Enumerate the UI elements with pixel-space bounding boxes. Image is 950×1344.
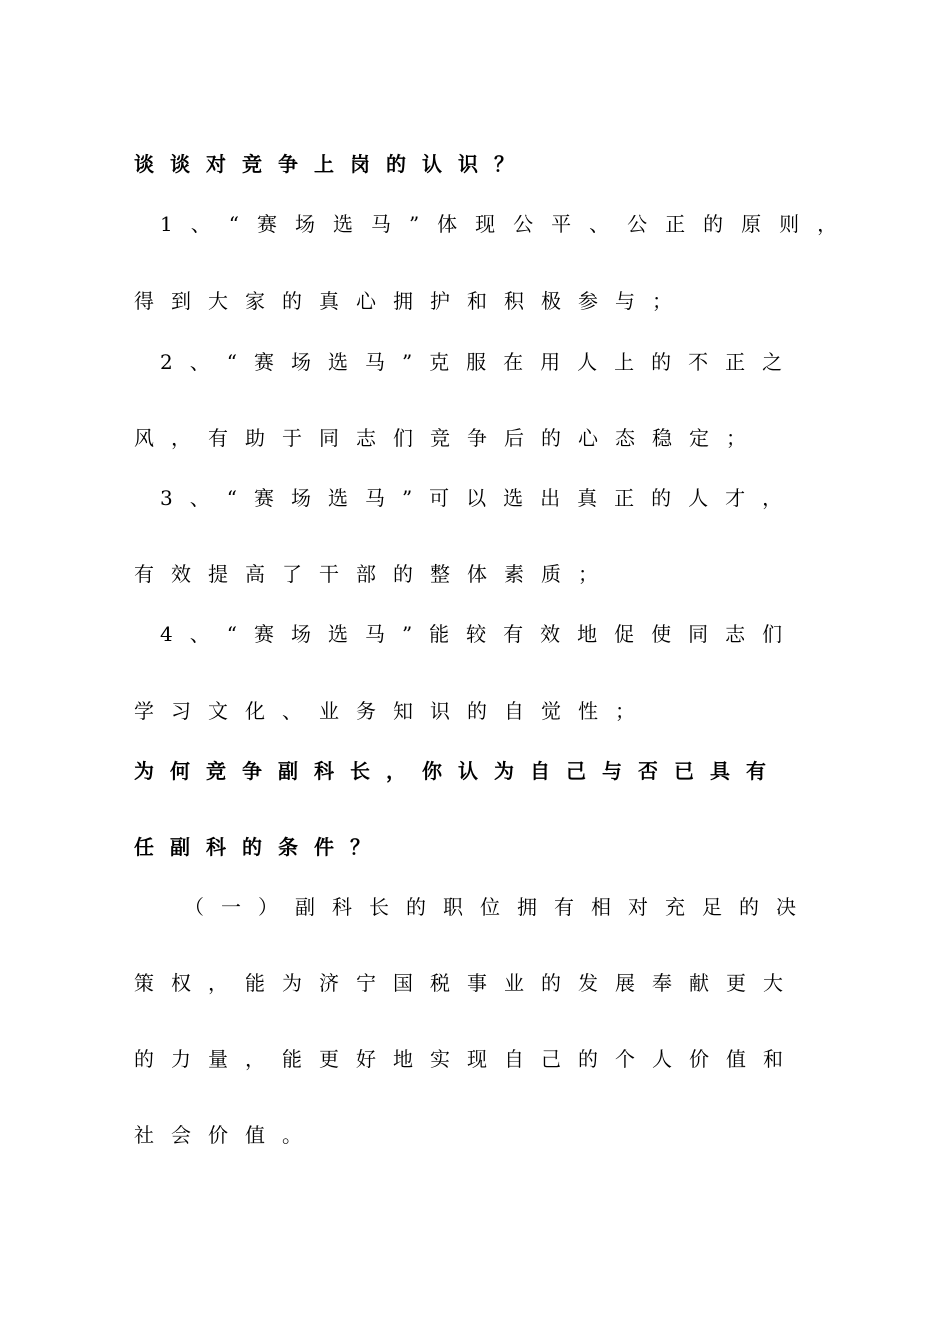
paragraph-line-3: 2、“赛场选马”克服在用人上的不正之 — [160, 350, 800, 374]
paragraph-line-4: 风，有助于同志们竞争后的心态稳定； — [134, 426, 763, 450]
heading-2-line-2: 任副科的条件？ — [134, 835, 386, 859]
paragraph-line-12: 社会价值。 — [134, 1123, 319, 1147]
paragraph-line-11: 的力量，能更好地实现自己的个人价值和 — [134, 1047, 800, 1071]
paragraph-line-7: 4、“赛场选马”能较有效地促使同志们 — [160, 622, 800, 646]
paragraph-line-6: 有效提高了干部的整体素质； — [134, 562, 615, 586]
paragraph-line-10: 策权，能为济宁国税事业的发展奉献更大 — [134, 971, 800, 995]
paragraph-line-1: 1、“赛场选马”体现公平、公正的原则， — [160, 212, 856, 236]
paragraph-line-8: 学习文化、业务知识的自觉性； — [134, 699, 652, 723]
paragraph-line-9: （一）副科长的职位拥有相对充足的决 — [184, 895, 813, 919]
paragraph-line-5: 3、“赛场选马”可以选出真正的人才， — [160, 486, 800, 510]
paragraph-line-2: 得到大家的真心拥护和积极参与； — [134, 289, 689, 313]
heading-1: 谈谈对竞争上岗的认识？ — [134, 152, 530, 176]
heading-2-line-1: 为何竞争副科长，你认为自己与否已具有 — [134, 759, 782, 783]
